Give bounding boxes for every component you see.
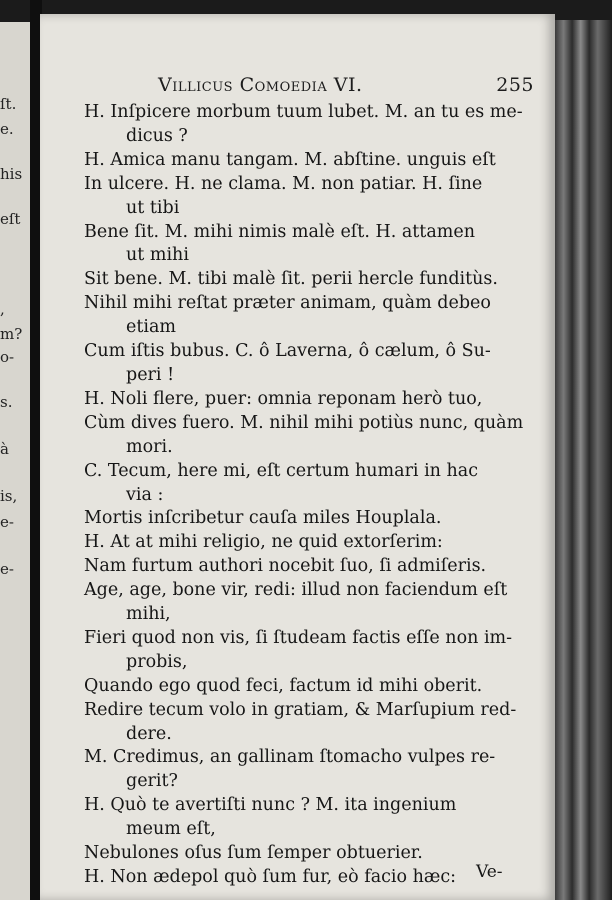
text-line: Nihil mihi reſtat præter animam, quàm debeo <box>84 293 491 314</box>
running-title: Villicus Comoedia VI. <box>158 74 363 96</box>
text-line: Cum iſtis bubus. C. ô Laverna, ô cælum, ô Su- <box>84 341 491 362</box>
text-line: C. Tecum, here mi, eſt certum humari in hac <box>84 460 479 481</box>
text-line: Mortis inſcribetur cauſa miles Houplala. <box>84 508 442 529</box>
left-page-fragment: , <box>0 300 5 318</box>
text-line: Cùm dives fuero. M. nihil mihi potiùs nunc, quàm <box>84 412 524 433</box>
text-line: peri ! <box>126 364 175 385</box>
text-line: H. Non ædepol quò ſum fur, eò facio hæc: <box>84 867 457 887</box>
text-line: etiam <box>126 317 177 338</box>
text-line: gerit? <box>126 771 178 792</box>
text-line: dere. <box>126 723 172 744</box>
left-page-fragment: e- <box>0 560 14 578</box>
text-line: ut mihi <box>126 245 189 266</box>
text-line: H. At at mihi religio, ne quid extorſerim: <box>84 532 443 553</box>
text-line: Nebulones oſus ſum ſemper obtuerier. <box>84 843 423 864</box>
text-line: Bene ſit. M. mihi nimis malè eſt. H. attamen <box>84 221 475 242</box>
text-line: probis, <box>126 651 188 672</box>
text-line: H. Noli flere, puer: omnia reponam herò tuo, <box>84 388 483 409</box>
catchword: Ve- <box>476 862 503 882</box>
page-block-edge <box>555 20 612 900</box>
left-page-fragment: m? <box>0 325 23 343</box>
text-line: ut tibi <box>126 197 180 218</box>
left-page-fragment: e- <box>0 513 14 531</box>
left-page-fragment: o- <box>0 348 15 366</box>
text-line: Fieri quod non vis, ſi ſtudeam factis eſſe non im- <box>84 627 513 648</box>
text-line: In ulcere. H. ne clama. M. non patiar. H. ſine <box>84 173 483 194</box>
page-text <box>84 101 524 890</box>
text-line: dicus ? <box>126 125 188 146</box>
text-line: via : <box>126 484 164 505</box>
left-page-fragment: e. <box>0 120 14 138</box>
text-line: H. Amica manu tangam. M. abſtine. unguis eſt <box>84 149 496 170</box>
left-page-edge <box>0 22 33 900</box>
text-line: mori. <box>126 436 173 457</box>
text-line: meum eſt, <box>126 819 216 840</box>
text-line: Sit bene. M. tibi malè ſit. perii hercle funditùs. <box>84 269 498 290</box>
page-number: 255 <box>496 74 534 96</box>
left-page-fragment: s. <box>0 393 13 411</box>
text-line: mihi, <box>126 604 171 625</box>
text-line: Nam furtum authori nocebit ſuo, ſi admiſeris. <box>84 556 487 577</box>
left-page-fragment: eſt <box>0 210 21 228</box>
left-page-fragment: is, <box>0 487 18 505</box>
text-line: H. Quò te avertiſti nunc ? M. ita ingenium <box>84 795 457 816</box>
text-line: Quando ego quod feci, factum id mihi oberit. <box>84 675 483 696</box>
book-page <box>40 14 555 900</box>
text-line: Age, age, bone vir, redi: illud non faciendum eſt <box>84 580 508 601</box>
text-line: H. Inſpicere morbum tuum lubet. M. an tu es me- <box>84 102 523 122</box>
text-line: M. Credimus, an gallinam ſtomacho vulpes re- <box>84 747 496 768</box>
text-line: Redire tecum volo in gratiam, & Marſupium red- <box>84 699 517 720</box>
left-page-fragment: ſt. <box>0 95 17 113</box>
left-page-fragment: his <box>0 165 23 183</box>
left-page-fragment: à <box>0 440 9 458</box>
